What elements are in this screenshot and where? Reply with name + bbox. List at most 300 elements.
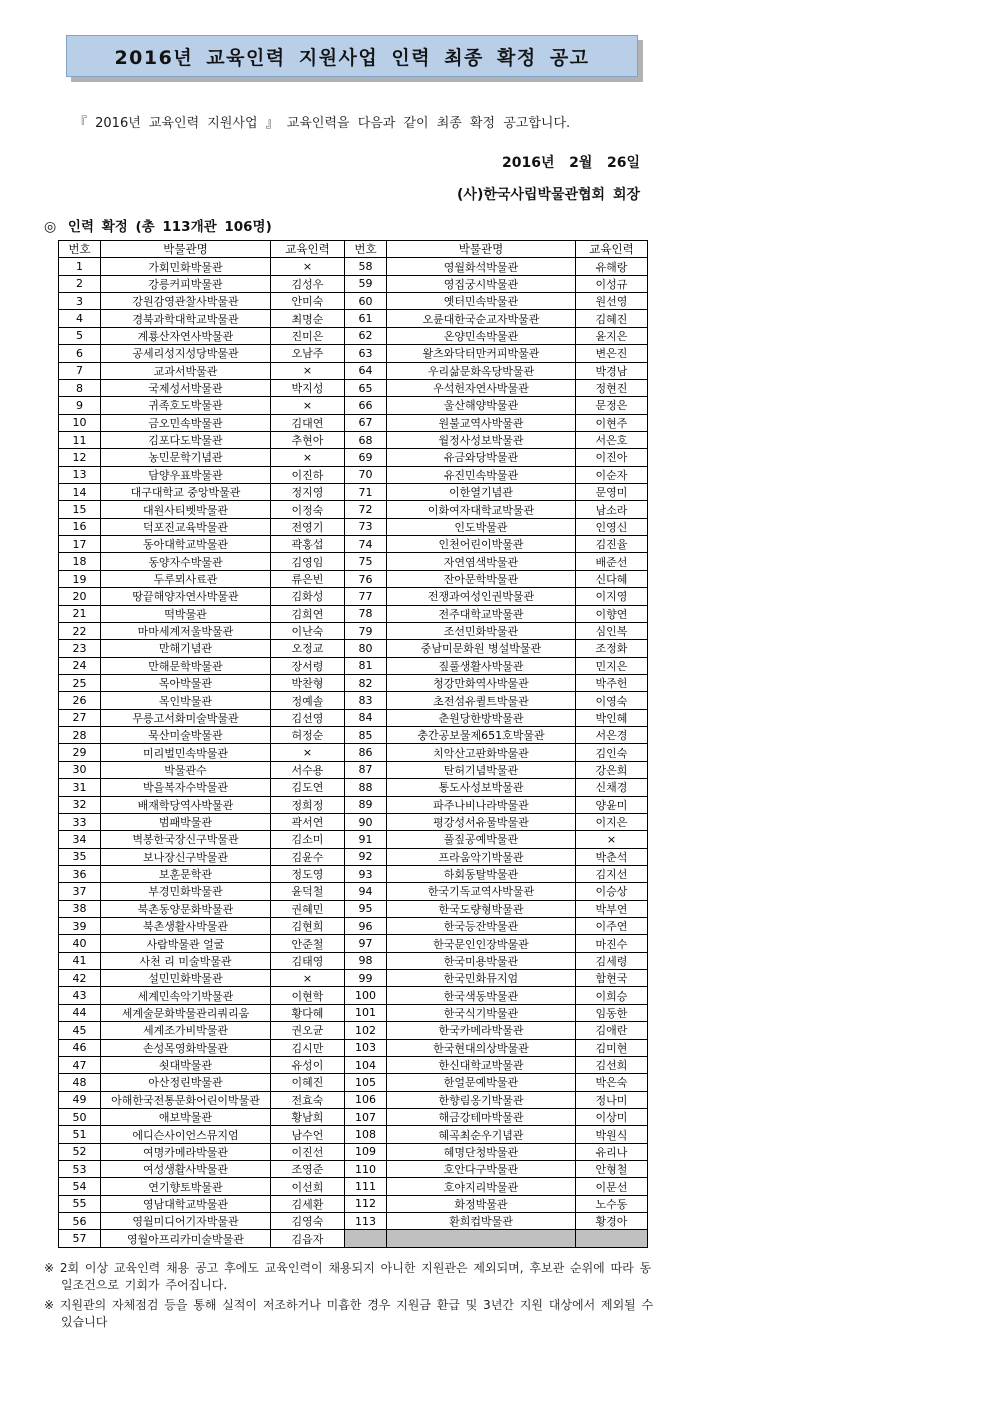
cell-number: 69 [345, 449, 387, 466]
cell-museum-name: 유금와당박물관 [387, 449, 576, 466]
cell-number: 15 [59, 501, 101, 518]
cell-museum-name: 한국식기박물관 [387, 1004, 576, 1021]
cell-museum-name: 자연염색박물관 [387, 553, 576, 570]
cell-museum-name: 경북과학대학교박물관 [101, 310, 271, 327]
table-row [59, 709, 648, 726]
table-row [59, 501, 648, 518]
cell-museum-name: 북촌생활사박물관 [101, 918, 271, 935]
cell-number: 64 [345, 362, 387, 379]
cell-museum-name: 이한열기념관 [387, 484, 576, 501]
cell-museum-name: 이화여자대학교박물관 [387, 501, 576, 518]
cell-person-name: 이성규 [576, 275, 648, 292]
footnote-1: ※ 2회 이상 교육인력 채용 공고 후에도 교육인력이 채용되지 아니한 지원관은 제외되며, 후보관 순위에 따라 동일조건으로 기회가 주어집니다. [44, 1261, 652, 1293]
cell-museum-name: 영집궁시박물관 [387, 275, 576, 292]
cell-museum-name: 인천어린이박물관 [387, 536, 576, 553]
cell-person-name: 안준철 [271, 935, 345, 952]
cell-person-name: 윤지은 [576, 327, 648, 344]
table-row [59, 883, 648, 900]
cell-number: 88 [345, 779, 387, 796]
cell-number: 58 [345, 258, 387, 275]
cell-person-name: 김선영 [271, 709, 345, 726]
table-row [59, 379, 648, 396]
cell-number: 43 [59, 987, 101, 1004]
cell-person-name: 김영숙 [271, 1213, 345, 1230]
table-row [59, 848, 648, 865]
cell-museum-name: 파주나비나라박물관 [387, 796, 576, 813]
cell-number: 25 [59, 674, 101, 691]
cell-number: 110 [345, 1161, 387, 1178]
cell-museum-name: 인도박물관 [387, 518, 576, 535]
cell-museum-name: 무릉고서화미술박물관 [101, 709, 271, 726]
cell-museum-name: 동양자수박물관 [101, 553, 271, 570]
cell-person-name: 김읍자 [271, 1230, 345, 1247]
cell-number: 34 [59, 831, 101, 848]
cell-museum-name: 배재학당역사박물관 [101, 796, 271, 813]
table-row [59, 1195, 648, 1212]
cell-number: 21 [59, 605, 101, 622]
cell-number: 4 [59, 310, 101, 327]
cell-museum-name: 전주대학교박물관 [387, 605, 576, 622]
cell-museum-name: 호안다구박물관 [387, 1161, 576, 1178]
cell-number: 85 [345, 727, 387, 744]
cell-number: 42 [59, 970, 101, 987]
cell-person-name: 장서령 [271, 657, 345, 674]
cell-number: 36 [59, 865, 101, 882]
table-row [59, 1004, 648, 1021]
cell-number: 40 [59, 935, 101, 952]
cell-person-name: 정나미 [576, 1091, 648, 1108]
cell-person-name: 박경남 [576, 362, 648, 379]
table-row [59, 258, 648, 275]
cell-person-name: 김인숙 [576, 744, 648, 761]
cell-museum-name: 충간공보물제651호박물관 [387, 727, 576, 744]
cell-number: 77 [345, 588, 387, 605]
table-row [59, 1161, 648, 1178]
cell-museum-name: 월정사성보박물관 [387, 431, 576, 448]
cell-museum-name: 박물관수 [101, 761, 271, 778]
cell-museum-name: 손성목영화박물관 [101, 1039, 271, 1056]
cell-museum-name: 잔아문학박물관 [387, 570, 576, 587]
cell-person-name [576, 1230, 648, 1247]
cell-number: 83 [345, 692, 387, 709]
cell-museum-name: 김포다도박물관 [101, 431, 271, 448]
cell-number: 78 [345, 605, 387, 622]
cell-museum-name: 조선민화박물관 [387, 622, 576, 639]
table-row [59, 449, 648, 466]
table-row [59, 1074, 648, 1091]
cell-museum-name: 범패박물관 [101, 813, 271, 830]
cell-person-name: × [271, 362, 345, 379]
cell-number: 47 [59, 1056, 101, 1073]
cell-person-name: 이진아 [576, 449, 648, 466]
cell-person-name: 조영준 [271, 1161, 345, 1178]
cell-person-name: 유해랑 [576, 258, 648, 275]
table-row [59, 779, 648, 796]
cell-museum-name: 아해한국전통문화어린이박물관 [101, 1091, 271, 1108]
cell-museum-name: 대원사티벳박물관 [101, 501, 271, 518]
cell-number: 10 [59, 414, 101, 431]
cell-number: 94 [345, 883, 387, 900]
table-row [59, 431, 648, 448]
cell-number: 89 [345, 796, 387, 813]
cell-person-name: 이순자 [576, 466, 648, 483]
cell-number: 60 [345, 293, 387, 310]
cell-person-name: 이진선 [271, 1143, 345, 1160]
cell-person-name: 서수용 [271, 761, 345, 778]
cell-person-name: 황다혜 [271, 1004, 345, 1021]
cell-person-name: 최명순 [271, 310, 345, 327]
cell-number: 2 [59, 275, 101, 292]
table-row [59, 1039, 648, 1056]
cell-number: 23 [59, 640, 101, 657]
cell-museum-name: 아산정린박물관 [101, 1074, 271, 1091]
cell-museum-name: 귀족호도박물관 [101, 397, 271, 414]
cell-museum-name: 영월화석박물관 [387, 258, 576, 275]
cell-number: 11 [59, 431, 101, 448]
cell-number: 65 [345, 379, 387, 396]
cell-museum-name: 환희컵박물관 [387, 1213, 576, 1230]
table-row [59, 536, 648, 553]
cell-museum-name: 한국도량형박물관 [387, 900, 576, 917]
cell-number: 29 [59, 744, 101, 761]
cell-number: 82 [345, 674, 387, 691]
cell-person-name: 진미은 [271, 327, 345, 344]
cell-number [345, 1230, 387, 1247]
cell-museum-name: 유진민속박물관 [387, 466, 576, 483]
cell-person-name: 김현희 [271, 918, 345, 935]
cell-person-name: 남소라 [576, 501, 648, 518]
cell-number: 107 [345, 1108, 387, 1125]
footnotes [44, 1260, 662, 1334]
personnel-table [58, 240, 648, 1248]
cell-number: 63 [345, 345, 387, 362]
page-title: 2016년 교육인력 지원사업 인력 최종 확정 공고 [114, 46, 590, 69]
cell-person-name: 유리나 [576, 1143, 648, 1160]
cell-number: 73 [345, 518, 387, 535]
cell-museum-name: 평강성서유물박물관 [387, 813, 576, 830]
cell-museum-name: 짚풀생활사박물관 [387, 657, 576, 674]
cell-number: 24 [59, 657, 101, 674]
table-row [59, 518, 648, 535]
cell-number: 59 [345, 275, 387, 292]
cell-museum-name: 설민민화박물관 [101, 970, 271, 987]
cell-number: 19 [59, 570, 101, 587]
cell-number: 113 [345, 1213, 387, 1230]
cell-number: 55 [59, 1195, 101, 1212]
cell-museum-name: 묵산미술박물관 [101, 727, 271, 744]
table-row [59, 796, 648, 813]
cell-museum-name: 호야지리박물관 [387, 1178, 576, 1195]
table-body [59, 258, 648, 1247]
cell-person-name: 전효숙 [271, 1091, 345, 1108]
cell-person-name: 박주헌 [576, 674, 648, 691]
cell-museum-name: 옛터민속박물관 [387, 293, 576, 310]
cell-person-name: 김세환 [271, 1195, 345, 1212]
cell-number: 99 [345, 970, 387, 987]
cell-museum-name: 한국카메라박물관 [387, 1022, 576, 1039]
cell-person-name: 양윤미 [576, 796, 648, 813]
cell-number: 46 [59, 1039, 101, 1056]
cell-person-name: 박찬형 [271, 674, 345, 691]
table-row [59, 813, 648, 830]
cell-museum-name: 강릉커피박물관 [101, 275, 271, 292]
cell-museum-name: 영월아프리카미술박물관 [101, 1230, 271, 1247]
cell-number: 7 [59, 362, 101, 379]
cell-museum-name: 공세리성지성당박물관 [101, 345, 271, 362]
announcement-date: 2016년 2월 26일 [501, 155, 640, 171]
cell-museum-name: 한국현대의상박물관 [387, 1039, 576, 1056]
cell-number: 56 [59, 1213, 101, 1230]
cell-person-name: 김화성 [271, 588, 345, 605]
cell-number: 62 [345, 327, 387, 344]
cell-number: 17 [59, 536, 101, 553]
cell-number: 102 [345, 1022, 387, 1039]
cell-person-name: 김태영 [271, 952, 345, 969]
cell-number: 106 [345, 1091, 387, 1108]
cell-person-name: 권혜민 [271, 900, 345, 917]
cell-person-name: 유성이 [271, 1056, 345, 1073]
cell-number: 26 [59, 692, 101, 709]
cell-museum-name: 세계민속악기박물관 [101, 987, 271, 1004]
cell-person-name: 서은경 [576, 727, 648, 744]
cell-person-name: 김지선 [576, 865, 648, 882]
table-row [59, 622, 648, 639]
cell-museum-name: 한국미용박물관 [387, 952, 576, 969]
cell-person-name: 권오균 [271, 1022, 345, 1039]
cell-person-name: × [271, 258, 345, 275]
intro-paragraph: 『 2016년 교육인력 지원사업 』 교육인력을 다음과 같이 최종 확정 공고합니다. [74, 116, 571, 131]
cell-person-name: 박인혜 [576, 709, 648, 726]
table-row [59, 1143, 648, 1160]
table-row [59, 466, 648, 483]
cell-number: 12 [59, 449, 101, 466]
cell-number: 45 [59, 1022, 101, 1039]
cell-museum-name: 영남대학교박물관 [101, 1195, 271, 1212]
cell-person-name: 민지은 [576, 657, 648, 674]
cell-number: 105 [345, 1074, 387, 1091]
cell-museum-name: 우리삶문화옥당박물관 [387, 362, 576, 379]
table-row [59, 397, 648, 414]
cell-number: 48 [59, 1074, 101, 1091]
cell-museum-name: 떡박물관 [101, 605, 271, 622]
table-row [59, 744, 648, 761]
header-col-number: 번호 [345, 241, 387, 258]
cell-person-name: × [271, 397, 345, 414]
cell-number: 93 [345, 865, 387, 882]
cell-museum-name: 한국문인인장박물관 [387, 935, 576, 952]
cell-museum-name: 에디슨사이언스뮤지엄 [101, 1126, 271, 1143]
cell-number: 67 [345, 414, 387, 431]
cell-number: 103 [345, 1039, 387, 1056]
cell-museum-name: 탄허기념박물관 [387, 761, 576, 778]
cell-number: 16 [59, 518, 101, 535]
cell-museum-name: 두루뫼사료관 [101, 570, 271, 587]
cell-number: 31 [59, 779, 101, 796]
cell-number: 9 [59, 397, 101, 414]
cell-person-name: 이혜진 [271, 1074, 345, 1091]
cell-person-name: 이정숙 [271, 501, 345, 518]
cell-museum-name: 박을복자수박물관 [101, 779, 271, 796]
cell-museum-name: 하회동탈박물관 [387, 865, 576, 882]
cell-museum-name: 한향림옹기박물관 [387, 1091, 576, 1108]
cell-person-name: 박지성 [271, 379, 345, 396]
cell-person-name: 김혜진 [576, 310, 648, 327]
cell-person-name: 김영임 [271, 553, 345, 570]
table-row [59, 761, 648, 778]
table-row [59, 692, 648, 709]
cell-person-name: 김성우 [271, 275, 345, 292]
cell-number: 22 [59, 622, 101, 639]
cell-person-name: 인영신 [576, 518, 648, 535]
cell-person-name: 배준선 [576, 553, 648, 570]
section-heading-text: 인력 확정 (총 113개관 106명) [67, 219, 272, 235]
cell-person-name: 허정순 [271, 727, 345, 744]
cell-number: 112 [345, 1195, 387, 1212]
cell-museum-name: 한국민화뮤지엄 [387, 970, 576, 987]
cell-museum-name: 오륜대한국순교자박물관 [387, 310, 576, 327]
cell-museum-name: 한국색동박물관 [387, 987, 576, 1004]
table-row [59, 865, 648, 882]
table-row [59, 970, 648, 987]
cell-person-name: × [271, 970, 345, 987]
cell-number: 98 [345, 952, 387, 969]
cell-museum-name: 원불교역사박물관 [387, 414, 576, 431]
cell-person-name: 김미현 [576, 1039, 648, 1056]
cell-number: 91 [345, 831, 387, 848]
table-row [59, 293, 648, 310]
table-row [59, 657, 648, 674]
cell-person-name: 이난숙 [271, 622, 345, 639]
cell-person-name: 오남주 [271, 345, 345, 362]
cell-museum-name [387, 1230, 576, 1247]
cell-museum-name: 청강만화역사박물관 [387, 674, 576, 691]
cell-museum-name: 춘원당한방박물관 [387, 709, 576, 726]
cell-number: 50 [59, 1108, 101, 1125]
table-row [59, 1022, 648, 1039]
cell-person-name: 곽홍섭 [271, 536, 345, 553]
table-row [59, 1056, 648, 1073]
cell-person-name: 정지영 [271, 484, 345, 501]
cell-museum-name: 혜명단청박물관 [387, 1143, 576, 1160]
cell-number: 33 [59, 813, 101, 830]
cell-number: 90 [345, 813, 387, 830]
cell-museum-name: 목아박물관 [101, 674, 271, 691]
cell-person-name: 황남희 [271, 1108, 345, 1125]
cell-person-name: 안미숙 [271, 293, 345, 310]
table-row [59, 414, 648, 431]
cell-number: 87 [345, 761, 387, 778]
cell-person-name: 김진율 [576, 536, 648, 553]
cell-person-name: 이영숙 [576, 692, 648, 709]
cell-number: 41 [59, 952, 101, 969]
table-row [59, 674, 648, 691]
cell-person-name: 이현주 [576, 414, 648, 431]
cell-museum-name: 담양우표박물관 [101, 466, 271, 483]
cell-person-name: 이주연 [576, 918, 648, 935]
cell-person-name: 이승상 [576, 883, 648, 900]
cell-museum-name: 계룡산자연사박물관 [101, 327, 271, 344]
cell-number: 70 [345, 466, 387, 483]
cell-person-name: 정현진 [576, 379, 648, 396]
cell-person-name: 이지은 [576, 813, 648, 830]
cell-person-name: 이희승 [576, 987, 648, 1004]
cell-person-name: 박은숙 [576, 1074, 648, 1091]
cell-number: 49 [59, 1091, 101, 1108]
cell-museum-name: 농민문학기념관 [101, 449, 271, 466]
cell-number: 81 [345, 657, 387, 674]
cell-person-name: 마진수 [576, 935, 648, 952]
cell-person-name: 이선희 [271, 1178, 345, 1195]
cell-museum-name: 연기향토박물관 [101, 1178, 271, 1195]
cell-number: 1 [59, 258, 101, 275]
cell-museum-name: 보나장신구박물관 [101, 848, 271, 865]
cell-number: 80 [345, 640, 387, 657]
table-row [59, 831, 648, 848]
cell-person-name: 김도연 [271, 779, 345, 796]
cell-person-name: 정도영 [271, 865, 345, 882]
cell-number: 39 [59, 918, 101, 935]
cell-number: 79 [345, 622, 387, 639]
section-heading [44, 215, 272, 235]
cell-museum-name: 만해기념관 [101, 640, 271, 657]
cell-museum-name: 국제성서박물관 [101, 379, 271, 396]
cell-person-name: 김대연 [271, 414, 345, 431]
cell-museum-name: 보훈문학관 [101, 865, 271, 882]
cell-museum-name: 벽봉한국장신구박물관 [101, 831, 271, 848]
cell-person-name: 김선희 [576, 1056, 648, 1073]
cell-person-name: 정희정 [271, 796, 345, 813]
cell-number: 13 [59, 466, 101, 483]
cell-number: 100 [345, 987, 387, 1004]
cell-museum-name: 영월미디어기자박물관 [101, 1213, 271, 1230]
cell-number: 101 [345, 1004, 387, 1021]
cell-museum-name: 중남미문화원 병설박물관 [387, 640, 576, 657]
cell-museum-name: 금오민속박물관 [101, 414, 271, 431]
section-bullet-icon: ◎ [44, 219, 57, 235]
cell-person-name: 문정은 [576, 397, 648, 414]
cell-museum-name: 왈츠와닥터만커피박물관 [387, 345, 576, 362]
cell-museum-name: 초전섬유퀼트박물관 [387, 692, 576, 709]
cell-person-name: 함현국 [576, 970, 648, 987]
cell-number: 6 [59, 345, 101, 362]
cell-number: 92 [345, 848, 387, 865]
cell-person-name: 김애란 [576, 1022, 648, 1039]
title-banner [66, 35, 638, 77]
cell-number: 28 [59, 727, 101, 744]
table-row [59, 918, 648, 935]
cell-museum-name: 프라움악기박물관 [387, 848, 576, 865]
header-col-museum-name: 박물관명 [101, 241, 271, 258]
cell-number: 38 [59, 900, 101, 917]
cell-number: 30 [59, 761, 101, 778]
cell-museum-name: 사람박물관 얼굴 [101, 935, 271, 952]
cell-museum-name: 울산해양박물관 [387, 397, 576, 414]
cell-number: 97 [345, 935, 387, 952]
cell-museum-name: 땅끝해양자연사박물관 [101, 588, 271, 605]
cell-number: 66 [345, 397, 387, 414]
header-col-number: 번호 [59, 241, 101, 258]
table-row [59, 1091, 648, 1108]
cell-number: 108 [345, 1126, 387, 1143]
cell-number: 51 [59, 1126, 101, 1143]
cell-number: 84 [345, 709, 387, 726]
cell-number: 8 [59, 379, 101, 396]
cell-person-name: 박춘석 [576, 848, 648, 865]
cell-number: 74 [345, 536, 387, 553]
cell-museum-name: 세계조가비박물관 [101, 1022, 271, 1039]
cell-person-name: 황경아 [576, 1213, 648, 1230]
cell-number: 109 [345, 1143, 387, 1160]
